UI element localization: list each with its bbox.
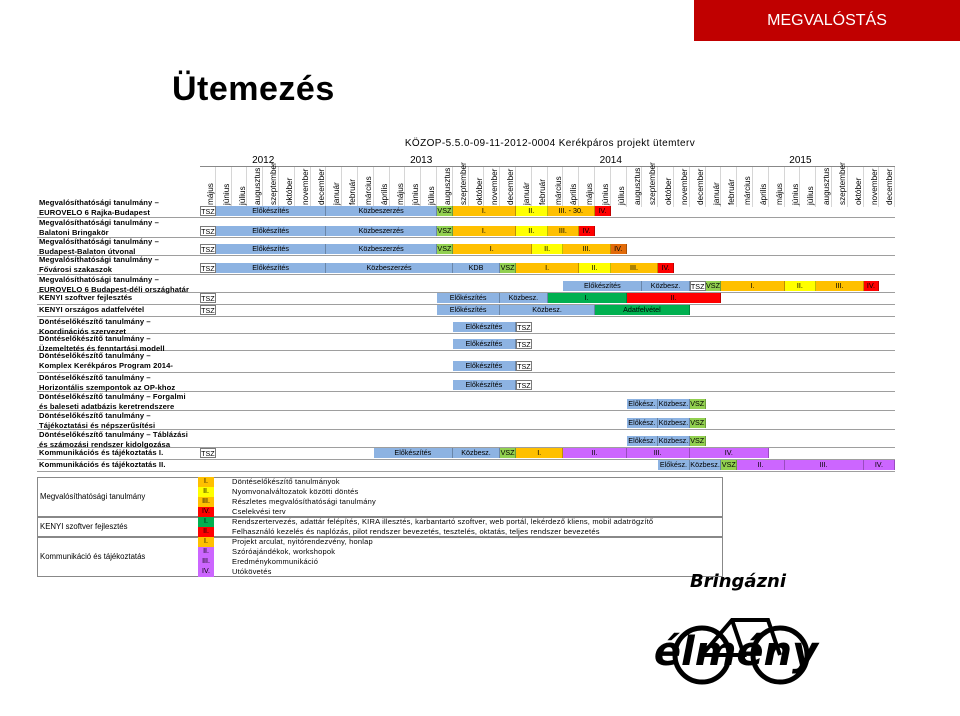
month-header bbox=[800, 167, 816, 207]
month-header bbox=[484, 167, 500, 207]
row-label bbox=[39, 460, 166, 470]
page-title: Ütemezés bbox=[172, 70, 335, 108]
month-label: december bbox=[885, 168, 895, 205]
gantt-bar: Adatfelvétel bbox=[595, 305, 690, 315]
month-header bbox=[548, 167, 564, 207]
month-label: január bbox=[711, 182, 721, 205]
row-label-line: KENYI szoftver fejlesztés bbox=[39, 293, 133, 302]
row-separator bbox=[37, 237, 895, 238]
gantt-bar: TSZ bbox=[201, 207, 215, 216]
month-label: október bbox=[285, 177, 294, 205]
gantt-bar: Előkészítés bbox=[453, 339, 516, 349]
chart-title: KÖZOP-5.5.0-09-11-2012-0004 Kerékpáros projekt ütemterv bbox=[404, 138, 696, 149]
month-label: június bbox=[221, 183, 231, 205]
gantt-bar: I. bbox=[516, 263, 579, 273]
row-label bbox=[39, 392, 186, 412]
row-label bbox=[39, 305, 144, 315]
month-label: február bbox=[348, 179, 358, 205]
gantt-bar: Előkészítés bbox=[437, 305, 500, 315]
row-label-line: Döntéselőkészítő tanulmány – bbox=[39, 317, 151, 326]
month-label: szeptember bbox=[648, 162, 658, 205]
month-header bbox=[342, 167, 358, 207]
row-separator bbox=[37, 217, 895, 218]
gantt-bar: TSZ bbox=[517, 340, 531, 349]
month-header bbox=[469, 167, 485, 207]
gantt-bar: TSZ bbox=[201, 306, 215, 315]
section-banner: MEGVALÓSTÁS bbox=[694, 0, 960, 41]
gantt-bar: TSZ bbox=[690, 282, 705, 291]
month-label: április bbox=[569, 183, 579, 205]
month-label: június bbox=[790, 183, 800, 205]
row-label-line: Kommunikációs és tájékoztatás I. bbox=[39, 448, 164, 457]
month-header bbox=[674, 167, 690, 207]
month-label: január bbox=[522, 182, 531, 205]
gantt-bar: II. bbox=[627, 293, 722, 303]
row-label-line: Döntéselőkészítő tanulmány – bbox=[39, 334, 151, 343]
month-label: december bbox=[695, 168, 705, 205]
month-header bbox=[453, 162, 469, 207]
gantt-bar: I. bbox=[453, 244, 532, 254]
month-label: augusztus bbox=[253, 167, 263, 205]
row-label-line: Koordinációs szervezet bbox=[39, 327, 127, 336]
month-header bbox=[611, 167, 627, 207]
month-label: március bbox=[743, 176, 753, 205]
month-label: március bbox=[553, 176, 563, 205]
month-header bbox=[595, 167, 611, 207]
gantt-bar: TSZ bbox=[201, 294, 215, 303]
month-label: július bbox=[806, 186, 816, 205]
month-header bbox=[848, 167, 864, 207]
gantt-bar: TSZ bbox=[201, 449, 215, 458]
month-header bbox=[516, 167, 532, 207]
month-label: július bbox=[237, 186, 247, 205]
month-header bbox=[421, 167, 437, 207]
gantt-bar: VSZ bbox=[706, 281, 720, 290]
year-header-2014: 2014 bbox=[516, 155, 706, 167]
gantt-bar: III. bbox=[816, 281, 863, 291]
gantt-bar: TSZ bbox=[201, 264, 215, 273]
row-label bbox=[39, 255, 159, 275]
month-header bbox=[374, 167, 390, 207]
gantt-bar: VSZ bbox=[437, 206, 452, 215]
gantt-bar: VSZ bbox=[690, 436, 705, 445]
gantt-bar: I. bbox=[516, 448, 563, 458]
row-label-line: Döntéselőkészítő tanulmány – bbox=[39, 411, 151, 420]
gantt-bar: II. bbox=[516, 206, 548, 216]
month-header bbox=[326, 167, 342, 207]
month-label: május bbox=[395, 183, 405, 205]
month-header bbox=[279, 167, 295, 207]
gantt-bar: TSZ bbox=[517, 362, 531, 371]
gantt-bar: I. bbox=[453, 206, 516, 216]
row-label-line: Tájékoztatási és népszerűsítési bbox=[39, 421, 156, 430]
gantt-bar: Előkészítés bbox=[563, 281, 642, 291]
gantt-bar: Előkészítés bbox=[216, 244, 327, 254]
gantt-bar: Előkészítés bbox=[374, 448, 453, 458]
month-label: április bbox=[759, 183, 768, 205]
year-header-2012: 2012 bbox=[200, 155, 326, 167]
month-header bbox=[232, 167, 248, 207]
row-label-line: Budapest-Balaton útvonal bbox=[39, 247, 136, 256]
month-header bbox=[658, 167, 674, 207]
gantt-bar: Közbesz. bbox=[453, 448, 500, 458]
month-header bbox=[832, 162, 848, 207]
row-label-line: Megvalósíthatósági tanulmány – bbox=[39, 275, 159, 284]
gantt-bar: III. bbox=[785, 460, 864, 470]
row-label-line: EUROVELO 6 Budapest-déli országhatár bbox=[39, 285, 190, 294]
legend-text: Nyomvonalváltozatok közötti döntés bbox=[232, 487, 359, 496]
month-header bbox=[737, 167, 753, 207]
row-label-line: Üzemeltetés és fenntartási modell bbox=[39, 344, 165, 353]
month-label: május bbox=[206, 183, 215, 205]
gantt-bar: TSZ bbox=[201, 245, 215, 254]
gantt-bar: Előkész. bbox=[627, 418, 659, 428]
month-label: augusztus bbox=[443, 167, 452, 205]
month-label: április bbox=[379, 183, 389, 205]
gantt-bar: I. bbox=[721, 281, 784, 291]
month-header bbox=[879, 167, 895, 207]
gantt-bar: Közbesz. bbox=[690, 460, 720, 469]
month-label: december bbox=[506, 168, 516, 205]
month-label: július bbox=[616, 186, 626, 205]
gantt-bar: TSZ bbox=[517, 323, 531, 332]
month-header bbox=[642, 162, 658, 207]
month-header bbox=[200, 167, 216, 207]
gantt-bar: Közbeszerzés bbox=[326, 244, 437, 254]
month-header bbox=[216, 167, 232, 207]
month-header bbox=[247, 167, 263, 207]
month-header bbox=[405, 167, 421, 207]
gantt-bar: Előkészítés bbox=[453, 380, 516, 390]
gantt-bar: TSZ bbox=[201, 227, 215, 236]
legend-text: Részletes megvalósíthatósági tanulmány bbox=[232, 497, 376, 506]
month-header bbox=[437, 167, 453, 207]
legend-text: Rendszertervezés, adattár felépítés, KIRA illesztés, karbantartó szoftver, web portál, lekérdező kliens, mobil adatrögzítő bbox=[232, 517, 654, 526]
month-header bbox=[311, 167, 327, 207]
row-label bbox=[39, 293, 132, 303]
row-label-line: Megvalósíthatósági tanulmány – bbox=[39, 237, 159, 246]
gantt-bar: Előkészítés bbox=[216, 263, 327, 273]
month-header bbox=[627, 167, 643, 207]
gantt-bar: II. bbox=[532, 244, 564, 254]
gantt-bar: Közbesz. bbox=[658, 418, 689, 427]
month-label: november bbox=[680, 168, 689, 205]
gantt-bar: Előkészítés bbox=[453, 322, 516, 332]
month-label: augusztus bbox=[822, 167, 832, 205]
gantt-bar: Előkészítés bbox=[437, 293, 500, 303]
month-label: október bbox=[664, 177, 674, 205]
month-label: november bbox=[300, 168, 310, 205]
gantt-bar: VSZ bbox=[500, 263, 515, 272]
gantt-bar: Közbeszerzés bbox=[326, 206, 437, 216]
month-header bbox=[579, 167, 595, 207]
month-header bbox=[563, 167, 579, 207]
gantt-bar: III. bbox=[611, 263, 658, 273]
gantt-bar: IV. bbox=[864, 281, 880, 291]
month-label: november bbox=[869, 168, 879, 205]
gantt-bar: Közbesz. bbox=[642, 281, 689, 291]
gantt-bar: IV. bbox=[595, 206, 611, 216]
month-label: október bbox=[474, 177, 484, 205]
gantt-bar: III. bbox=[627, 448, 690, 458]
legend-group-label: KENYI szoftver fejlesztés bbox=[40, 522, 128, 531]
month-header bbox=[690, 167, 706, 207]
month-label: február bbox=[537, 179, 547, 205]
row-label-line: Döntéselőkészítő tanulmány – bbox=[39, 351, 151, 360]
row-label bbox=[39, 448, 163, 458]
gantt-bar: II. bbox=[737, 460, 784, 470]
legend-text: Utókövetés bbox=[232, 567, 272, 576]
gantt-bar: VSZ bbox=[437, 244, 452, 253]
month-label: november bbox=[490, 168, 500, 205]
gantt-bar: Előkész. bbox=[627, 399, 659, 409]
gantt-bar: VSZ bbox=[690, 418, 705, 427]
row-label bbox=[39, 198, 159, 218]
gantt-bar: Előkészítés bbox=[216, 206, 327, 216]
month-label: december bbox=[316, 168, 326, 205]
legend-code: IV. bbox=[198, 567, 214, 577]
gantt-bar: VSZ bbox=[437, 226, 452, 235]
row-separator bbox=[37, 333, 895, 334]
row-label bbox=[39, 275, 189, 295]
row-label-line: Kommunikációs és tájékoztatás II. bbox=[39, 460, 166, 469]
month-header bbox=[500, 167, 516, 207]
gantt-bar: IV. bbox=[611, 244, 627, 254]
gantt-bar: Előkészítés bbox=[453, 361, 516, 371]
legend-code: I. bbox=[198, 517, 214, 527]
gantt-bar: II. bbox=[579, 263, 611, 273]
gantt-bar: III. bbox=[548, 226, 580, 236]
gantt-bar: Közbesz. bbox=[658, 436, 689, 445]
month-header bbox=[753, 167, 769, 207]
gantt-bar: Előkészítés bbox=[216, 226, 327, 236]
row-label-line: Döntéselőkészítő tanulmány – Táblázási bbox=[39, 430, 188, 439]
row-label-line: és számozási rendszer kidolgozása bbox=[39, 440, 171, 449]
legend-code: I. bbox=[198, 537, 214, 547]
gantt-bar: Közbesz. bbox=[500, 305, 595, 315]
month-header bbox=[785, 167, 801, 207]
legend-code: II. bbox=[198, 547, 214, 557]
month-header bbox=[390, 167, 406, 207]
gantt-bar: I. bbox=[548, 293, 627, 303]
row-separator bbox=[37, 255, 895, 256]
legend-text: Szóróajándékok, workshopok bbox=[232, 547, 336, 556]
row-label bbox=[39, 218, 159, 238]
row-separator bbox=[37, 471, 895, 472]
row-label-line: EUROVELO 6 Rajka-Budapest bbox=[39, 208, 150, 217]
month-label: február bbox=[727, 179, 737, 205]
month-label: június bbox=[601, 183, 610, 205]
row-label-line: és baleseti adatbázis keretrendszere bbox=[39, 402, 175, 411]
row-label-line: Döntéselőkészítő tanulmány – Forgalmi bbox=[39, 392, 186, 401]
gantt-bar: Előkész. bbox=[627, 436, 659, 446]
legend-text: Eredménykommunikáció bbox=[232, 557, 319, 566]
month-header bbox=[295, 167, 311, 207]
legend-text: Cselekvési terv bbox=[232, 507, 286, 516]
legend-code: III. bbox=[198, 497, 214, 507]
gantt-bar: VSZ bbox=[721, 460, 736, 469]
row-label bbox=[39, 373, 175, 393]
month-label: július bbox=[427, 186, 437, 205]
legend-code: III. bbox=[198, 557, 214, 567]
gantt-bar: II. bbox=[785, 281, 817, 291]
row-label bbox=[39, 351, 173, 371]
row-separator bbox=[37, 316, 895, 317]
gantt-bar: Előkész. bbox=[658, 460, 690, 470]
gantt-bar: IV. bbox=[658, 263, 674, 273]
month-label: május bbox=[774, 183, 784, 205]
month-header bbox=[816, 167, 832, 207]
month-label: október bbox=[853, 177, 863, 205]
month-header bbox=[358, 167, 374, 207]
row-label-line: Balatoni Bringakör bbox=[39, 228, 109, 237]
month-label: augusztus bbox=[632, 167, 642, 205]
row-label bbox=[39, 411, 155, 431]
gantt-bar: I. bbox=[453, 226, 516, 236]
logo-text-line2: élmény bbox=[653, 629, 819, 675]
gantt-bar: IV. bbox=[579, 226, 595, 236]
gantt-bar: Közbesz. bbox=[658, 399, 689, 408]
legend-text: Döntéselőkészítő tanulmányok bbox=[232, 477, 340, 486]
row-label-line: Megvalósíthatósági tanulmány – bbox=[39, 255, 159, 264]
row-label-line: Megvalósíthatósági tanulmány – bbox=[39, 218, 159, 227]
row-label bbox=[39, 237, 159, 257]
gantt-bar: Közbesz. bbox=[500, 293, 547, 303]
legend-code: II. bbox=[198, 487, 214, 497]
row-label-line: KENYI országos adatfelvétel bbox=[39, 305, 145, 314]
row-label bbox=[39, 430, 188, 450]
gantt-bar: TSZ bbox=[517, 381, 531, 390]
legend-code: I. bbox=[198, 477, 214, 487]
gantt-bar: II. bbox=[563, 448, 626, 458]
gantt-bar: III. - 30. bbox=[548, 206, 595, 216]
bringazni-elmeny-logo bbox=[640, 565, 840, 715]
year-header-2013: 2013 bbox=[326, 155, 516, 167]
legend-text: Felhasználó kezelés és naplózás, pilot rendszer bevezetés, tesztelés, oktatás, teljes rendszer bevezetés bbox=[232, 527, 600, 536]
row-label-line: Döntéselőkészítő tanulmány – bbox=[39, 373, 151, 382]
gantt-bar: VSZ bbox=[690, 399, 705, 408]
month-label: szeptember bbox=[838, 162, 847, 205]
gantt-bar: KDB bbox=[453, 263, 500, 273]
month-label: szeptember bbox=[269, 162, 279, 205]
gantt-bar: VSZ bbox=[500, 448, 515, 457]
gantt-bar: Közbeszerzés bbox=[326, 226, 437, 236]
gantt-bar: II. bbox=[516, 226, 548, 236]
legend-group-label: Megvalósíthatósági tanulmány bbox=[40, 492, 146, 501]
row-label-line: Megvalósíthatósági tanulmány – bbox=[39, 198, 159, 207]
gantt-bar: III. bbox=[563, 244, 610, 254]
month-label: június bbox=[411, 183, 421, 205]
month-label: január bbox=[332, 182, 342, 205]
legend-code: II. bbox=[198, 527, 214, 537]
gantt-bar: Közbeszerzés bbox=[326, 263, 452, 273]
month-header bbox=[769, 167, 785, 207]
month-label: május bbox=[585, 183, 595, 205]
month-header bbox=[532, 167, 548, 207]
month-header bbox=[721, 167, 737, 207]
month-label: szeptember bbox=[458, 162, 468, 205]
year-header-2015: 2015 bbox=[706, 155, 896, 167]
legend-text: Projekt arculat, nyitórendezvény, honlap bbox=[232, 537, 373, 546]
row-label-line: Horizontális szempontok az OP-khoz bbox=[39, 383, 176, 392]
month-label: március bbox=[364, 176, 373, 205]
row-label-line: Fővárosi szakaszok bbox=[39, 265, 113, 274]
logo-text-line1: Bringázni bbox=[689, 571, 787, 592]
gantt-bar: IV. bbox=[690, 448, 769, 458]
month-header bbox=[864, 167, 880, 207]
month-header bbox=[706, 167, 722, 207]
gantt-bar: IV. bbox=[864, 460, 896, 470]
legend-group-label: Kommunikáció és tájékoztatás bbox=[40, 552, 146, 561]
month-header bbox=[263, 162, 279, 207]
row-label-line: Komplex Kerékpáros Program 2014- bbox=[39, 361, 174, 370]
legend-code: IV. bbox=[198, 507, 214, 517]
